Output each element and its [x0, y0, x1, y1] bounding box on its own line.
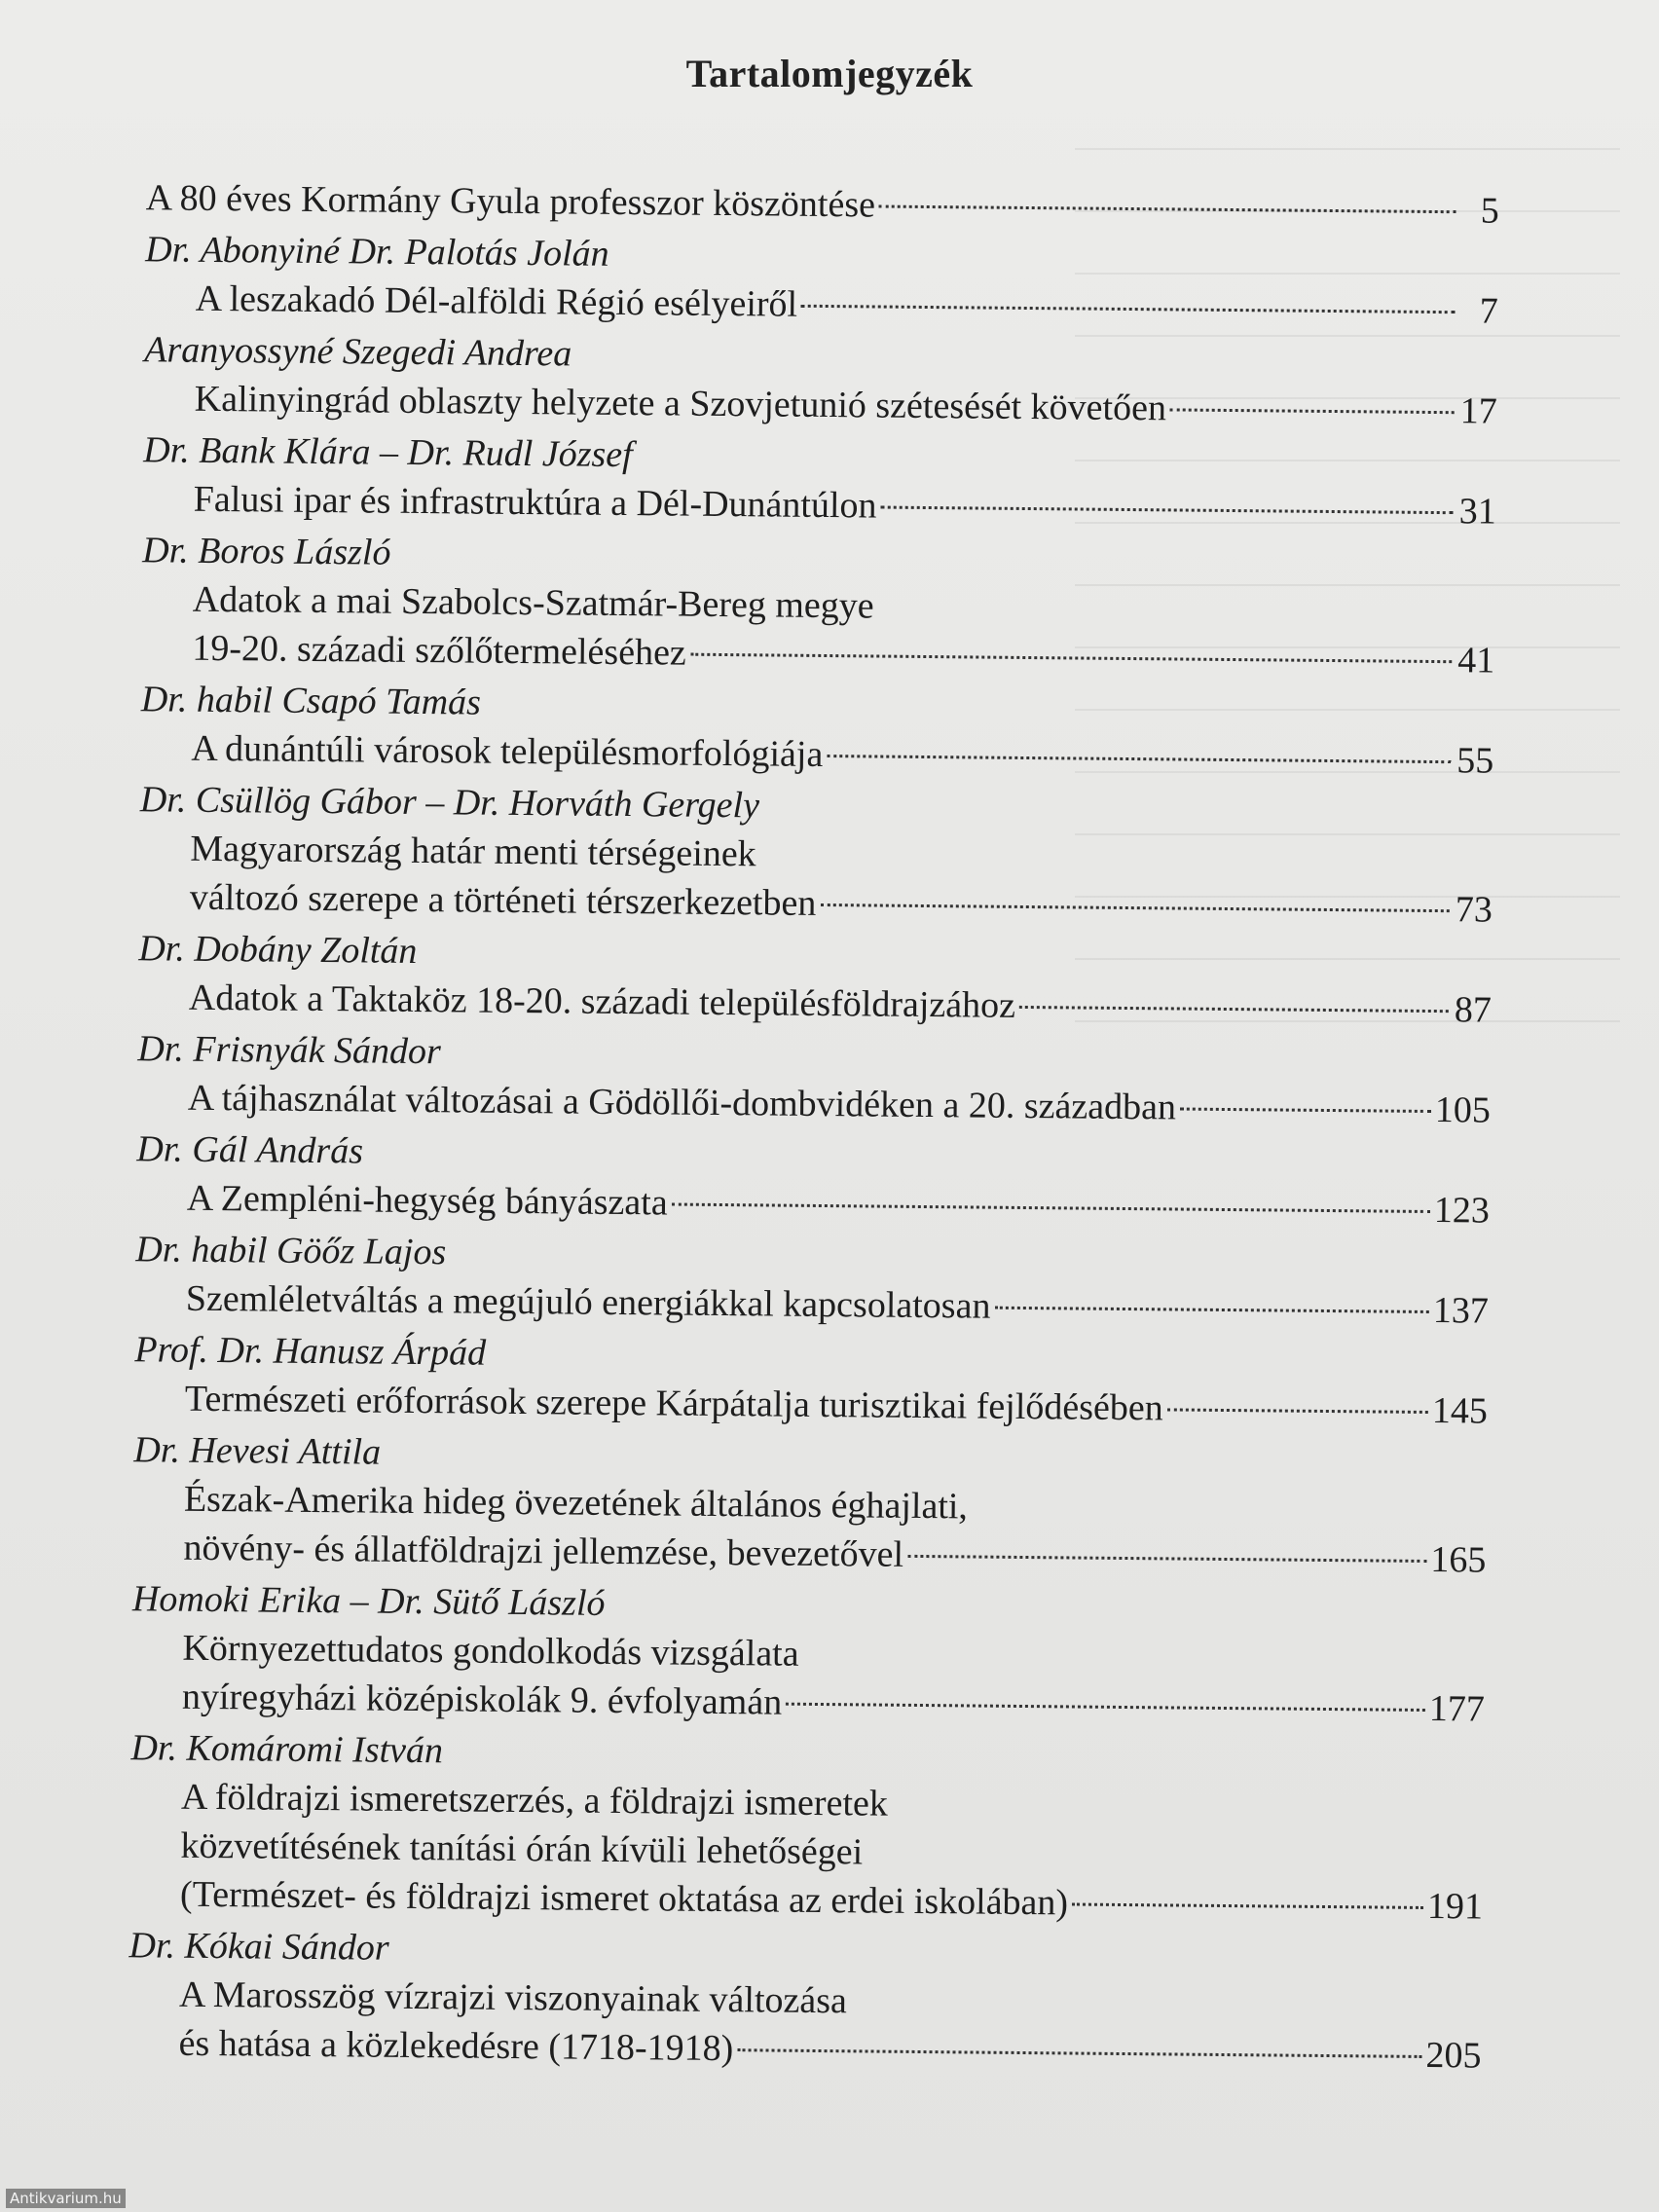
toc-entry-author: Dr. habil Csapó Tamás	[140, 679, 482, 723]
toc-entry-page-number: 73	[1455, 889, 1493, 931]
toc-entry-title-line: Kalinyingrád oblaszty helyzete a Szovjetunió szétesését követően	[194, 378, 1167, 429]
toc-entry-page-number: 123	[1433, 1190, 1491, 1232]
dot-leader	[786, 1703, 1425, 1712]
toc-entry-title-line: közvetítésének tanítási órán kívüli lehetőségei	[180, 1825, 864, 1873]
toc-entry-page-number: 17	[1459, 390, 1497, 432]
dot-leader	[1170, 408, 1455, 414]
toc-entry-page-number: 191	[1426, 1886, 1484, 1928]
toc-entry-title-line: Környezettudatos gondolkodás vizsgálata	[182, 1627, 799, 1675]
toc-entry-author: Dr. Komáromi István	[130, 1727, 444, 1772]
toc-entry	[98, 1921, 1482, 2081]
dot-leader	[1180, 1108, 1431, 1113]
toc-entry-page-number: 5	[1480, 190, 1499, 232]
toc-entry	[112, 526, 1495, 685]
dot-leader	[994, 1307, 1428, 1313]
dot-leader	[879, 205, 1456, 214]
dot-leader	[1019, 1006, 1449, 1013]
toc-entry-page-number: 41	[1457, 640, 1495, 682]
dot-leader	[1167, 1408, 1428, 1414]
toc-entry	[111, 675, 1494, 786]
dot-leader	[801, 305, 1456, 313]
toc-entry-author: Dr. Bank Klára – Dr. Rudl József	[143, 429, 633, 476]
toc-entry-page-number: 7	[1479, 290, 1498, 332]
toc-entry	[107, 1124, 1491, 1235]
toc-entry-author: Homoki Erika – Dr. Sütő László	[131, 1578, 606, 1624]
table-of-contents	[98, 173, 1499, 2083]
toc-entry-title-line: Észak-Amerika hideg övezetének általános éghajlati,	[183, 1478, 969, 1528]
toc-entry-title-line: (Természet- és földrajzi ismeret oktatása az erdei iskolában)	[179, 1873, 1069, 1924]
toc-entry-page-number: 31	[1458, 491, 1496, 533]
toc-entry-title-line: Falusi ipar és infrastruktúra a Dél-Dunántúlon	[193, 478, 877, 527]
toc-entry-title-line: 19-20. századi szőlőtermeléséhez	[192, 627, 686, 674]
toc-entry-author: Aranyossyné Szegedi Andrea	[144, 329, 572, 375]
toc-entry-author: Dr. Kókai Sándor	[129, 1925, 389, 1969]
toc-entry-title-line: Adatok a Taktaköz 18-20. századi településföldrajzához	[188, 977, 1016, 1026]
toc-entry	[102, 1574, 1486, 1734]
toc-entry-title-line: A tájhasználat változásai a Gödöllői-dombvidéken a 20. században	[187, 1077, 1177, 1128]
toc-entry-page-number: 165	[1430, 1539, 1487, 1581]
dot-leader	[690, 653, 1452, 664]
dot-leader	[672, 1203, 1430, 1213]
page-title: Tartalomjegyzék	[685, 52, 974, 95]
toc-entry-title-line: növény- és állatföldrajzi jellemzése, bevezetővel	[183, 1527, 904, 1575]
dot-leader	[907, 1555, 1426, 1563]
toc-entry-title-line: Szemléletváltás a megújuló energiákkal kapcsolatosan	[185, 1277, 991, 1327]
toc-entry	[103, 1425, 1487, 1585]
toc-entry-title-line: A 80 éves Kormány Gyula professzor köszöntése	[145, 177, 876, 226]
toc-entry-title-line: Természeti erőforrások szerepe Kárpátalja turisztikai fejlődésében	[184, 1378, 1163, 1429]
toc-entry-author: Dr. Frisnyák Sándor	[137, 1028, 441, 1073]
toc-entry	[114, 425, 1497, 536]
toc-entry-title-line: A földrajzi ismeretszerzés, a földrajzi ismeretek	[180, 1776, 889, 1825]
toc-entry	[108, 1024, 1492, 1135]
toc-entry-title-line: Adatok a mai Szabolcs-Szatmár-Bereg megye	[192, 578, 874, 627]
toc-entry-title-line: nyíregyházi középiskolák 9. évfolyamán	[181, 1676, 783, 1723]
toc-entry-author: Dr. Dobány Zoltán	[138, 928, 418, 972]
toc-entry-author: Dr. Abonyiné Dr. Palotás Jolán	[145, 229, 609, 275]
toc-entry-page-number: 177	[1428, 1688, 1486, 1730]
site-watermark: Antikvarium.hu	[6, 2189, 126, 2208]
toc-entry	[109, 924, 1493, 1035]
dot-leader	[827, 755, 1451, 763]
dot-leader	[820, 903, 1449, 912]
toc-entry-title-line: Magyarország határ menti térségeinek	[190, 828, 756, 875]
toc-entry-title-line: változó szerepe a történeti térszerkezetben	[189, 876, 817, 924]
dot-leader	[737, 2048, 1421, 2058]
toc-entry-author: Dr. Boros László	[142, 530, 391, 573]
toc-entry	[106, 1225, 1490, 1336]
dot-leader	[1072, 1902, 1423, 1908]
toc-entry-page-number: 105	[1434, 1089, 1492, 1131]
toc-entry	[115, 325, 1498, 436]
toc-entry-page-number: 55	[1456, 740, 1494, 782]
toc-entry-author: Prof. Dr. Hanusz Árpád	[134, 1329, 487, 1374]
toc-entry-page-number: 137	[1432, 1290, 1490, 1332]
dot-leader	[880, 506, 1453, 515]
toc-entry-author: Dr. habil Göőz Lajos	[135, 1229, 447, 1273]
toc-entry-page-number: 145	[1431, 1390, 1489, 1432]
toc-entry	[110, 775, 1493, 935]
toc-entry-author: Dr. Gál András	[136, 1128, 364, 1172]
toc-entry	[116, 225, 1499, 336]
toc-entry-title-line: A dunántúli városok településmorfológiája	[191, 727, 824, 775]
toc-entry-page-number: 87	[1454, 989, 1493, 1031]
toc-entry-page-number: 205	[1425, 2034, 1482, 2077]
toc-entry	[105, 1325, 1489, 1436]
toc-entry-title-line: A leszakadó Dél-alföldi Régió esélyeiről	[195, 277, 798, 325]
toc-entry	[100, 1723, 1485, 1932]
toc-entry-title-line: és hatása a közlekedésre (1718-1918)	[178, 2022, 734, 2070]
toc-entry-author: Dr. Csüllög Gábor – Dr. Horváth Gergely	[139, 779, 760, 827]
toc-entry-title-line: A Marosszög vízrajzi viszonyainak változása	[178, 1973, 848, 2022]
toc-entry-title-line: A Zempléni-hegység bányászata	[186, 1177, 668, 1224]
toc-entry-author: Dr. Hevesi Attila	[133, 1429, 382, 1473]
